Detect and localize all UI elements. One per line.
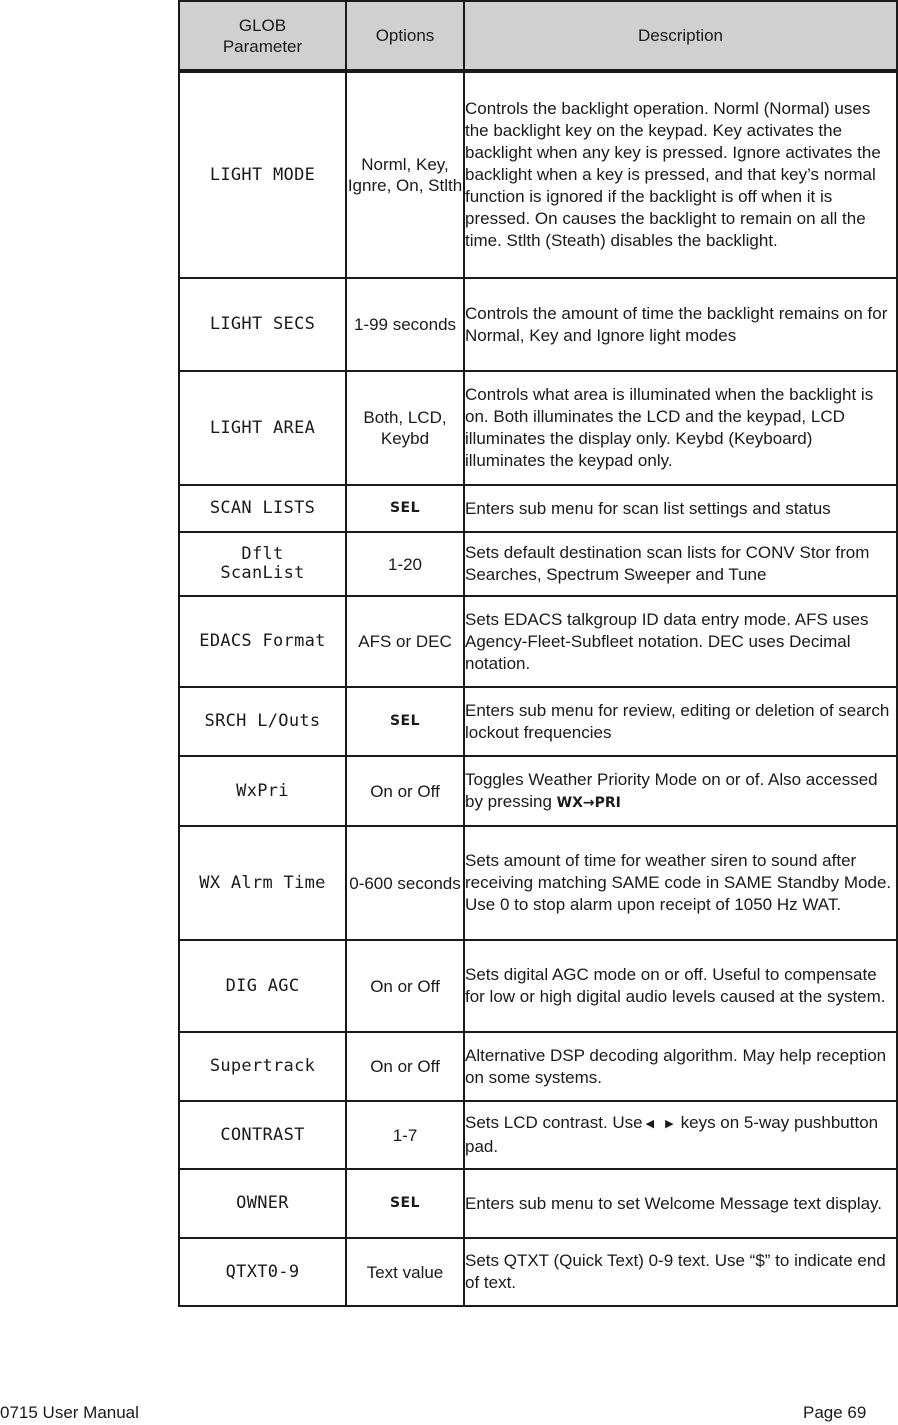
param-cell: [179, 532, 346, 596]
sel-key-label: SEL: [346, 1169, 464, 1238]
table-row: [179, 687, 897, 756]
table-row: [179, 940, 897, 1032]
table-row: [179, 532, 897, 596]
param-cell: DIG AGC: [179, 940, 346, 1032]
header-parameter-line1: GLOB: [238, 15, 287, 35]
options-cell: Text value: [346, 1238, 464, 1306]
options-cell: On or Off: [346, 756, 464, 826]
param-cell: LIGHT MODE: [179, 71, 346, 278]
param-cell: QTXT0-9: [179, 1238, 346, 1306]
table-row: [179, 1169, 897, 1238]
options-cell: Both, LCD, Keybd: [346, 371, 464, 485]
description-text: keys on 5-way pushbutton pad.: [465, 1113, 879, 1156]
sel-key-label: SEL: [346, 687, 464, 756]
param-cell: LIGHT SECS: [179, 278, 346, 371]
param-cell: Supertrack: [179, 1032, 346, 1101]
param-cell: CONTRAST: [179, 1101, 346, 1169]
description-cell: Sets EDACS talkgroup ID data entry mode. AFS uses Agency-Fleet-Subfleet notation. DEC uses Decimal notation.: [464, 596, 897, 687]
table-row: [179, 1238, 897, 1306]
footer-manual-title: 0715 User Manual: [0, 1403, 139, 1422]
footer-page-number: Page 69: [803, 1403, 867, 1422]
options-cell: Norml, Key, Ignre, On, Stlth: [346, 71, 464, 278]
param-cell: WxPri: [179, 756, 346, 826]
description-cell: Controls the amount of time the backlight remains on for Normal, Key and Ignore light modes: [464, 278, 897, 371]
description-cell: [464, 1101, 897, 1169]
table-row: [179, 278, 897, 371]
table-header-row: [179, 1, 897, 71]
param-line2: ScanList: [220, 563, 305, 583]
table-row: [179, 1101, 897, 1169]
options-cell: 1-20: [346, 532, 464, 596]
description-cell: Sets default destination scan lists for CONV Stor from Searches, Spectrum Sweeper and Tune: [464, 532, 897, 596]
table-row: [179, 71, 897, 278]
options-cell: 1-99 seconds: [346, 278, 464, 371]
description-cell: Alternative DSP decoding algorithm. May help reception on some systems.: [464, 1032, 897, 1101]
param-cell: LIGHT AREA: [179, 371, 346, 485]
table-row: [179, 826, 897, 940]
table-row: [179, 485, 897, 532]
options-cell: 1-7: [346, 1101, 464, 1169]
param-cell: SCAN LISTS: [179, 485, 346, 532]
left-right-arrow-icon: ◀ ▶: [645, 1118, 678, 1130]
options-cell: AFS or DEC: [346, 596, 464, 687]
options-cell: On or Off: [346, 940, 464, 1032]
description-cell: Enters sub menu for scan list settings and status: [464, 485, 897, 532]
description-cell: Enters sub menu for review, editing or deletion of search lockout frequencies: [464, 687, 897, 756]
description-cell: Controls the backlight operation. Norml (Normal) uses the backlight key on the keypad. Key activates the backlight when any key is pressed. Ignore activates the backlight when a key is pressed, and that key’s normal function is ignored if the backlight is off when it is pressed. On causes the backlight to remain on all the time. Stlth (Steath) disables the backlight.: [464, 71, 897, 278]
header-parameter: [179, 1, 346, 71]
table-row: [179, 371, 897, 485]
description-cell: Sets amount of time for weather siren to sound after receiving matching SAME code in SAME Standby Mode. Use 0 to stop alarm upon receipt of 1050 Hz WAT.: [464, 826, 897, 940]
param-cell: EDACS Format: [179, 596, 346, 687]
options-cell: On or Off: [346, 1032, 464, 1101]
header-parameter-line2: Parameter: [222, 36, 303, 56]
table-row: [179, 1032, 897, 1101]
description-cell: Controls what area is illuminated when the backlight is on. Both illuminates the LCD and the keypad, LCD illuminates the display only. Keybd (Keyboard) illuminates the keypad only.: [464, 371, 897, 485]
param-cell: WX Alrm Time: [179, 826, 346, 940]
table-row: [179, 756, 897, 826]
table-row: [179, 596, 897, 687]
glob-parameter-table: [178, 0, 898, 1307]
description-text: Toggles Weather Priority Mode on or of. Also accessed by pressing: [465, 769, 878, 811]
param-cell: OWNER: [179, 1169, 346, 1238]
param-cell: SRCH L/Outs: [179, 687, 346, 756]
description-text: Sets LCD contrast. Use: [465, 1113, 643, 1132]
description-cell: [464, 756, 897, 826]
options-cell: 0-600 seconds: [346, 826, 464, 940]
header-options: Options: [346, 1, 464, 71]
wx-pri-key-label: WX→PRI: [556, 794, 621, 811]
param-line1: Dflt: [241, 544, 284, 564]
description-cell: Sets QTXT (Quick Text) 0-9 text. Use “$” to indicate end of text.: [464, 1238, 897, 1306]
description-cell: Enters sub menu to set Welcome Message text display.: [464, 1169, 897, 1238]
sel-key-label: SEL: [346, 485, 464, 532]
header-description: Description: [464, 1, 897, 71]
description-cell: Sets digital AGC mode on or off. Useful to compensate for low or high digital audio levels caused at the system.: [464, 940, 897, 1032]
